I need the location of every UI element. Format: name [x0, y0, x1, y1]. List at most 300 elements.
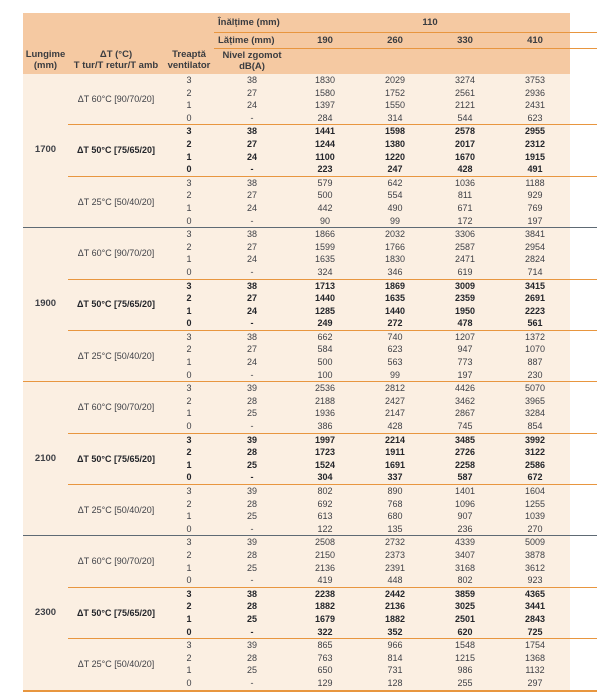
fan-speed-cell: 3 — [164, 639, 214, 652]
delta-t-cell: ΔT 50°C [75/65/20] — [68, 587, 164, 638]
header-width-410: 410 — [500, 32, 570, 48]
value-cell: 2032 — [360, 228, 430, 241]
value-cell: 986 — [430, 664, 500, 677]
value-cell: 491 — [500, 163, 570, 176]
value-cell: 5009 — [500, 536, 570, 549]
filler-cell — [570, 395, 597, 408]
value-cell: 763 — [290, 652, 360, 665]
noise-cell: 25 — [214, 407, 290, 420]
lungime-cell: 2100 — [23, 382, 68, 536]
fan-speed-cell: 3 — [164, 279, 214, 292]
value-cell: 272 — [360, 317, 430, 330]
value-cell: 854 — [500, 420, 570, 433]
value-cell: 1604 — [500, 485, 570, 498]
filler-cell — [570, 446, 597, 459]
delta-t-cell: ΔT 25°C [50/40/20] — [68, 485, 164, 536]
lungime-cell: 2300 — [23, 536, 68, 691]
value-cell: 223 — [290, 163, 360, 176]
header-filler — [570, 13, 597, 32]
value-cell: 929 — [500, 189, 570, 202]
header-width-330: 330 — [430, 32, 500, 48]
fan-speed-cell: 3 — [164, 125, 214, 138]
value-cell: 129 — [290, 677, 360, 691]
value-cell: 865 — [290, 639, 360, 652]
value-cell: 623 — [360, 343, 430, 356]
noise-cell: 24 — [214, 151, 290, 164]
filler-cell — [570, 498, 597, 511]
fan-speed-cell: 3 — [164, 587, 214, 600]
value-cell: 2136 — [360, 600, 430, 613]
noise-cell: 28 — [214, 652, 290, 665]
value-cell: 2373 — [360, 549, 430, 562]
noise-cell: 39 — [214, 433, 290, 446]
header-height-label: Înălțime (mm) — [214, 13, 290, 32]
value-cell: 1100 — [290, 151, 360, 164]
value-cell: 99 — [360, 215, 430, 228]
value-cell: 1188 — [500, 176, 570, 189]
noise-cell: 38 — [214, 587, 290, 600]
noise-cell: 39 — [214, 536, 290, 549]
value-cell: 297 — [500, 677, 570, 691]
filler-cell — [570, 330, 597, 343]
value-cell: 1441 — [290, 125, 360, 138]
value-cell: 5070 — [500, 382, 570, 395]
value-cell: 337 — [360, 471, 430, 484]
value-cell: 135 — [360, 523, 430, 536]
value-cell: 314 — [360, 112, 430, 125]
value-cell: 1691 — [360, 459, 430, 472]
value-cell: 1548 — [430, 639, 500, 652]
noise-cell: 38 — [214, 74, 290, 87]
value-cell: 811 — [430, 189, 500, 202]
fan-speed-cell: 3 — [164, 74, 214, 87]
noise-cell: 38 — [214, 228, 290, 241]
table-row — [23, 485, 597, 498]
value-cell: 3407 — [430, 549, 500, 562]
value-cell: 1752 — [360, 87, 430, 100]
value-cell: 3753 — [500, 74, 570, 87]
value-cell: 680 — [360, 510, 430, 523]
value-cell: 2691 — [500, 292, 570, 305]
value-cell: 671 — [430, 202, 500, 215]
header-noise-line2: dB(A) — [239, 61, 265, 73]
noise-cell: 27 — [214, 343, 290, 356]
value-cell: 1524 — [290, 459, 360, 472]
header-filler — [570, 32, 597, 48]
value-cell: 3415 — [500, 279, 570, 292]
table-row — [23, 176, 597, 189]
filler-cell — [570, 253, 597, 266]
delta-t-cell: ΔT 50°C [75/65/20] — [68, 279, 164, 330]
value-cell: 419 — [290, 574, 360, 587]
filler-cell — [570, 317, 597, 330]
table-row — [23, 330, 597, 343]
value-cell: 448 — [360, 574, 430, 587]
value-cell: 554 — [360, 189, 430, 202]
value-cell: 584 — [290, 343, 360, 356]
value-cell: 270 — [500, 523, 570, 536]
noise-cell: - — [214, 112, 290, 125]
value-cell: 1207 — [430, 330, 500, 343]
fan-speed-cell: 3 — [164, 536, 214, 549]
fan-speed-cell: 1 — [164, 407, 214, 420]
value-cell: 745 — [430, 420, 500, 433]
value-cell: 3965 — [500, 395, 570, 408]
value-cell: 2258 — [430, 459, 500, 472]
fan-speed-cell: 1 — [164, 356, 214, 369]
noise-cell: - — [214, 471, 290, 484]
filler-cell — [570, 485, 597, 498]
noise-cell: - — [214, 215, 290, 228]
value-cell: 352 — [360, 626, 430, 639]
noise-cell: 28 — [214, 600, 290, 613]
value-cell: 2824 — [500, 253, 570, 266]
table-row — [23, 74, 597, 87]
value-cell: 620 — [430, 626, 500, 639]
fan-speed-cell: 1 — [164, 562, 214, 575]
header-delta-t — [68, 13, 164, 74]
value-cell: 172 — [430, 215, 500, 228]
filler-cell — [570, 266, 597, 279]
filler-cell — [570, 664, 597, 677]
value-cell: 249 — [290, 317, 360, 330]
noise-cell: - — [214, 677, 290, 691]
fan-speed-cell: 0 — [164, 163, 214, 176]
value-cell: 2812 — [360, 382, 430, 395]
value-cell: 2029 — [360, 74, 430, 87]
value-cell: 2427 — [360, 395, 430, 408]
value-cell: 324 — [290, 266, 360, 279]
filler-cell — [570, 202, 597, 215]
fan-speed-cell: 3 — [164, 228, 214, 241]
noise-cell: - — [214, 523, 290, 536]
noise-cell: 38 — [214, 176, 290, 189]
fan-speed-cell: 1 — [164, 459, 214, 472]
fan-speed-cell: 0 — [164, 677, 214, 691]
value-cell: 3025 — [430, 600, 500, 613]
value-cell: 428 — [430, 163, 500, 176]
delta-t-cell: ΔT 25°C [50/40/20] — [68, 176, 164, 227]
fan-speed-cell: 2 — [164, 343, 214, 356]
fan-speed-cell: 0 — [164, 215, 214, 228]
value-cell: 768 — [360, 498, 430, 511]
header-lungime-line1: Lungime — [25, 49, 66, 60]
value-cell: 1368 — [500, 652, 570, 665]
value-cell: 1220 — [360, 151, 430, 164]
lungime-cell: 1900 — [23, 228, 68, 382]
table-row — [23, 228, 597, 241]
value-cell: 1866 — [290, 228, 360, 241]
delta-t-cell: ΔT 60°C [90/70/20] — [68, 382, 164, 433]
value-cell: 428 — [360, 420, 430, 433]
value-cell: 2955 — [500, 125, 570, 138]
value-cell: 1635 — [360, 292, 430, 305]
value-cell: 90 — [290, 215, 360, 228]
value-cell: 3274 — [430, 74, 500, 87]
radiator-spec-table — [23, 13, 597, 692]
filler-cell — [570, 215, 597, 228]
delta-t-cell: ΔT 25°C [50/40/20] — [68, 639, 164, 691]
value-cell: 650 — [290, 664, 360, 677]
value-cell: 1580 — [290, 87, 360, 100]
value-cell: 1936 — [290, 407, 360, 420]
noise-cell: 27 — [214, 87, 290, 100]
noise-cell: - — [214, 420, 290, 433]
value-cell: 4339 — [430, 536, 500, 549]
value-cell: 1550 — [360, 99, 430, 112]
delta-t-cell: ΔT 50°C [75/65/20] — [68, 433, 164, 484]
value-cell: 662 — [290, 330, 360, 343]
noise-cell: 24 — [214, 356, 290, 369]
noise-cell: 27 — [214, 241, 290, 254]
header-delta-t-line2: T tur/T retur/T amb — [73, 60, 159, 71]
header-delta-t-line1: ΔT (°C) — [99, 49, 133, 60]
value-cell: 2586 — [500, 459, 570, 472]
table-header — [23, 13, 597, 74]
noise-cell: 24 — [214, 305, 290, 318]
filler-cell — [570, 356, 597, 369]
value-cell: 386 — [290, 420, 360, 433]
value-cell: 714 — [500, 266, 570, 279]
filler-cell — [570, 459, 597, 472]
value-cell: 2843 — [500, 613, 570, 626]
value-cell: 3612 — [500, 562, 570, 575]
filler-cell — [570, 613, 597, 626]
fan-speed-cell: 2 — [164, 87, 214, 100]
fan-speed-cell: 0 — [164, 317, 214, 330]
value-cell: 304 — [290, 471, 360, 484]
fan-speed-cell: 3 — [164, 433, 214, 446]
header-fan-speed-line2: ventilator — [167, 60, 211, 71]
noise-cell: 39 — [214, 485, 290, 498]
noise-cell: 24 — [214, 253, 290, 266]
header-fan-speed-line1: Treaptă — [172, 49, 206, 60]
value-cell: 2578 — [430, 125, 500, 138]
value-cell: 2238 — [290, 587, 360, 600]
value-cell: 563 — [360, 356, 430, 369]
filler-cell — [570, 87, 597, 100]
noise-cell: 27 — [214, 189, 290, 202]
table-row — [23, 536, 597, 549]
fan-speed-cell: 2 — [164, 241, 214, 254]
value-cell: 2214 — [360, 433, 430, 446]
value-cell: 1440 — [290, 292, 360, 305]
value-cell: 2147 — [360, 407, 430, 420]
value-cell: 2391 — [360, 562, 430, 575]
value-cell: 579 — [290, 176, 360, 189]
delta-t-cell: ΔT 50°C [75/65/20] — [68, 125, 164, 176]
value-cell: 613 — [290, 510, 360, 523]
filler-cell — [570, 587, 597, 600]
fan-speed-cell: 0 — [164, 420, 214, 433]
value-cell: 731 — [360, 664, 430, 677]
value-cell: 3878 — [500, 549, 570, 562]
value-cell: 3992 — [500, 433, 570, 446]
noise-cell: 38 — [214, 330, 290, 343]
value-cell: 2150 — [290, 549, 360, 562]
header-filler — [570, 48, 597, 74]
header-empty — [290, 48, 570, 74]
value-cell: 1670 — [430, 151, 500, 164]
value-cell: 1950 — [430, 305, 500, 318]
value-cell: 1397 — [290, 99, 360, 112]
filler-cell — [570, 626, 597, 639]
noise-cell: 27 — [214, 292, 290, 305]
value-cell: 1882 — [360, 613, 430, 626]
value-cell: 966 — [360, 639, 430, 652]
value-cell: 1635 — [290, 253, 360, 266]
lungime-cell: 1700 — [23, 74, 68, 228]
delta-t-cell: ΔT 60°C [90/70/20] — [68, 228, 164, 279]
fan-speed-cell: 1 — [164, 99, 214, 112]
filler-cell — [570, 420, 597, 433]
value-cell: 230 — [500, 369, 570, 382]
filler-cell — [570, 292, 597, 305]
header-fan-speed — [164, 13, 214, 74]
delta-t-cell: ΔT 25°C [50/40/20] — [68, 330, 164, 381]
value-cell: 1869 — [360, 279, 430, 292]
value-cell: 100 — [290, 369, 360, 382]
fan-speed-cell: 3 — [164, 176, 214, 189]
fan-speed-cell: 2 — [164, 189, 214, 202]
filler-cell — [570, 574, 597, 587]
fan-speed-cell: 3 — [164, 485, 214, 498]
value-cell: 814 — [360, 652, 430, 665]
value-cell: 769 — [500, 202, 570, 215]
filler-cell — [570, 382, 597, 395]
filler-cell — [570, 176, 597, 189]
value-cell: 3841 — [500, 228, 570, 241]
fan-speed-cell: 2 — [164, 292, 214, 305]
value-cell: 544 — [430, 112, 500, 125]
filler-cell — [570, 163, 597, 176]
noise-cell: 28 — [214, 395, 290, 408]
value-cell: 692 — [290, 498, 360, 511]
header-width-260: 260 — [360, 32, 430, 48]
value-cell: 284 — [290, 112, 360, 125]
value-cell: 887 — [500, 356, 570, 369]
delta-t-cell: ΔT 60°C [90/70/20] — [68, 74, 164, 125]
value-cell: 442 — [290, 202, 360, 215]
value-cell: 2561 — [430, 87, 500, 100]
header-noise-level — [214, 48, 290, 74]
value-cell: 1679 — [290, 613, 360, 626]
value-cell: 3485 — [430, 433, 500, 446]
value-cell: 1882 — [290, 600, 360, 613]
noise-cell: - — [214, 163, 290, 176]
value-cell: 3009 — [430, 279, 500, 292]
delta-t-cell: ΔT 60°C [90/70/20] — [68, 536, 164, 587]
header-width-190: 190 — [290, 32, 360, 48]
value-cell: 255 — [430, 677, 500, 691]
filler-cell — [570, 600, 597, 613]
value-cell: 2442 — [360, 587, 430, 600]
fan-speed-cell: 3 — [164, 330, 214, 343]
value-cell: 1039 — [500, 510, 570, 523]
filler-cell — [570, 279, 597, 292]
value-cell: 2954 — [500, 241, 570, 254]
fan-speed-cell: 2 — [164, 395, 214, 408]
value-cell: 2471 — [430, 253, 500, 266]
value-cell: 500 — [290, 356, 360, 369]
filler-cell — [570, 125, 597, 138]
value-cell: 1713 — [290, 279, 360, 292]
value-cell: 2017 — [430, 138, 500, 151]
value-cell: 2536 — [290, 382, 360, 395]
value-cell: 322 — [290, 626, 360, 639]
value-cell: 561 — [500, 317, 570, 330]
filler-cell — [570, 536, 597, 549]
value-cell: 4426 — [430, 382, 500, 395]
value-cell: 740 — [360, 330, 430, 343]
filler-cell — [570, 549, 597, 562]
value-cell: 1911 — [360, 446, 430, 459]
value-cell: 890 — [360, 485, 430, 498]
header-lungime-line2: (mm) — [33, 60, 58, 71]
filler-cell — [570, 639, 597, 652]
noise-cell: - — [214, 574, 290, 587]
fan-speed-cell: 1 — [164, 510, 214, 523]
fan-speed-cell: 3 — [164, 382, 214, 395]
value-cell: 236 — [430, 523, 500, 536]
noise-cell: - — [214, 266, 290, 279]
value-cell: 2587 — [430, 241, 500, 254]
value-cell: 1599 — [290, 241, 360, 254]
value-cell: 1255 — [500, 498, 570, 511]
filler-cell — [570, 138, 597, 151]
table-row — [23, 382, 597, 395]
value-cell: 2312 — [500, 138, 570, 151]
value-cell: 2121 — [430, 99, 500, 112]
value-cell: 2223 — [500, 305, 570, 318]
noise-cell: - — [214, 369, 290, 382]
fan-speed-cell: 0 — [164, 626, 214, 639]
noise-cell: 25 — [214, 664, 290, 677]
filler-cell — [570, 305, 597, 318]
value-cell: 2508 — [290, 536, 360, 549]
value-cell: 128 — [360, 677, 430, 691]
fan-speed-cell: 0 — [164, 369, 214, 382]
value-cell: 197 — [500, 215, 570, 228]
value-cell: 2867 — [430, 407, 500, 420]
fan-speed-cell: 2 — [164, 549, 214, 562]
value-cell: 1285 — [290, 305, 360, 318]
value-cell: 3462 — [430, 395, 500, 408]
value-cell: 2726 — [430, 446, 500, 459]
value-cell: 1215 — [430, 652, 500, 665]
value-cell: 247 — [360, 163, 430, 176]
value-cell: 1830 — [360, 253, 430, 266]
noise-cell: 28 — [214, 498, 290, 511]
noise-cell: - — [214, 317, 290, 330]
filler-cell — [570, 228, 597, 241]
table-row — [23, 639, 597, 652]
noise-cell: 25 — [214, 562, 290, 575]
noise-cell: 24 — [214, 202, 290, 215]
filler-cell — [570, 112, 597, 125]
value-cell: 2136 — [290, 562, 360, 575]
fan-speed-cell: 0 — [164, 471, 214, 484]
fan-speed-cell: 0 — [164, 574, 214, 587]
value-cell: 1380 — [360, 138, 430, 151]
value-cell: 802 — [290, 485, 360, 498]
value-cell: 725 — [500, 626, 570, 639]
value-cell: 1401 — [430, 485, 500, 498]
table-row — [23, 279, 597, 292]
fan-speed-cell: 0 — [164, 523, 214, 536]
value-cell: 802 — [430, 574, 500, 587]
fan-speed-cell: 2 — [164, 138, 214, 151]
